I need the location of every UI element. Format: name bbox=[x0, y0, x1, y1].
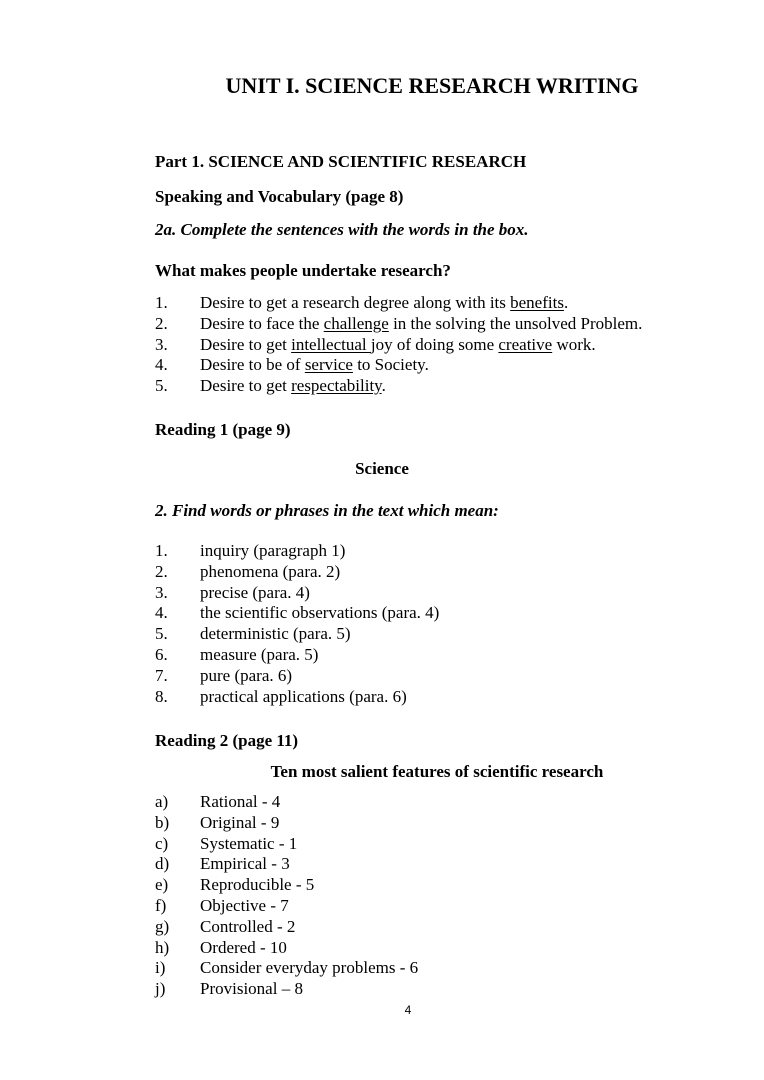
unit-title: UNIT I. SCIENCE RESEARCH WRITING bbox=[225, 73, 639, 98]
item-number: 3. bbox=[155, 334, 168, 354]
item-text: Empirical - 3 bbox=[200, 854, 290, 874]
list-item bbox=[155, 314, 642, 335]
list-item bbox=[155, 792, 418, 813]
item-number: i) bbox=[155, 958, 166, 978]
list-item bbox=[155, 687, 439, 708]
item-number: 3. bbox=[155, 582, 168, 602]
item-text: Rational - 4 bbox=[200, 792, 281, 811]
item-text: deterministic (para. 5) bbox=[200, 624, 351, 644]
item-text: Provisional – 8 bbox=[200, 979, 303, 999]
item-text: Desire to get bbox=[200, 376, 292, 396]
item-number: 1. bbox=[155, 293, 168, 312]
page-number: 4 bbox=[404, 1003, 412, 1017]
item-number: 7. bbox=[155, 665, 168, 685]
item-number: f) bbox=[155, 895, 167, 915]
item-number: 4. bbox=[155, 603, 168, 623]
item-number: 2. bbox=[155, 313, 168, 333]
item-number: j) bbox=[155, 979, 166, 999]
item-number: c) bbox=[155, 833, 169, 853]
item-text: practical applications (para. 6) bbox=[200, 686, 407, 706]
item-text: Controlled - 2 bbox=[200, 916, 296, 936]
item-number: 8. bbox=[155, 686, 168, 706]
part-heading: Part 1. SCIENCE AND SCIENTIFIC RESEARCH bbox=[155, 152, 527, 171]
item-number: g) bbox=[155, 916, 170, 936]
list-item bbox=[155, 813, 418, 834]
list-item bbox=[155, 293, 642, 314]
item-number: e) bbox=[155, 875, 169, 895]
list-item bbox=[155, 896, 418, 917]
item-number: 1. bbox=[155, 541, 168, 560]
list-item bbox=[155, 854, 418, 875]
item-text: Reproducible - 5 bbox=[200, 875, 315, 895]
list-item bbox=[155, 875, 418, 896]
item-text: precise (para. 4) bbox=[200, 582, 310, 602]
list-item bbox=[155, 645, 439, 666]
item-text: in the solving the unsolved Problem. bbox=[388, 313, 643, 333]
item-number: 4. bbox=[155, 355, 168, 375]
item-number: b) bbox=[155, 812, 170, 832]
item-text: Systematic - 1 bbox=[200, 833, 298, 853]
list-item bbox=[155, 603, 439, 624]
item-number: h) bbox=[155, 937, 170, 957]
underlined-answer: service bbox=[304, 355, 353, 375]
section-heading-reading1: Reading 1 (page 9) bbox=[155, 420, 291, 439]
list-item bbox=[155, 958, 418, 979]
list-item bbox=[155, 355, 642, 376]
underlined-answer: challenge bbox=[323, 313, 389, 333]
item-number: 5. bbox=[155, 376, 168, 396]
list-item bbox=[155, 583, 439, 604]
item-number: 6. bbox=[155, 644, 168, 664]
underlined-answer: creative bbox=[498, 334, 553, 354]
list-item bbox=[155, 562, 439, 583]
item-text: joy of doing some bbox=[370, 334, 499, 354]
item-text: Consider everyday problems - 6 bbox=[200, 958, 419, 978]
item-text: Desire to get bbox=[200, 334, 292, 354]
item-number: 5. bbox=[155, 624, 168, 644]
item-text: phenomena (para. 2) bbox=[200, 561, 341, 581]
item-text: . bbox=[563, 293, 569, 312]
item-text: measure (para. 5) bbox=[200, 644, 319, 664]
underlined-answer: respectability bbox=[291, 376, 382, 396]
item-text: the scientific observations (para. 4) bbox=[200, 603, 440, 623]
list-item bbox=[155, 834, 418, 855]
task-2-instruction: 2. Find words or phrases in the text which mean: bbox=[155, 501, 499, 520]
item-text: Objective - 7 bbox=[200, 895, 289, 915]
research-motivation-list bbox=[155, 293, 642, 397]
item-text: Original - 9 bbox=[200, 812, 280, 832]
list-item bbox=[155, 624, 439, 645]
question-heading: What makes people undertake research? bbox=[155, 261, 451, 280]
item-text: Desire to face the bbox=[200, 313, 324, 333]
list-item bbox=[155, 979, 418, 1000]
item-text: pure (para. 6) bbox=[200, 665, 293, 685]
item-text: Ordered - 10 bbox=[200, 937, 287, 957]
item-number: d) bbox=[155, 854, 170, 874]
underlined-answer: benefits bbox=[510, 293, 564, 312]
list-item bbox=[155, 376, 642, 397]
list-item bbox=[155, 938, 418, 959]
item-number: 2. bbox=[155, 561, 168, 581]
list-item bbox=[155, 917, 418, 938]
item-text: inquiry (paragraph 1) bbox=[200, 541, 346, 560]
list-item bbox=[155, 335, 642, 356]
features-list bbox=[155, 792, 418, 1000]
item-text: . bbox=[381, 376, 386, 396]
list-item bbox=[155, 541, 439, 562]
vocabulary-list bbox=[155, 541, 439, 707]
section-heading-speaking: Speaking and Vocabulary (page 8) bbox=[155, 187, 404, 206]
item-number: a) bbox=[155, 792, 169, 811]
reading2-title: Ten most salient features of scientific research bbox=[270, 762, 604, 781]
section-heading-reading2: Reading 2 (page 11) bbox=[155, 731, 299, 750]
reading1-title: Science bbox=[355, 459, 409, 478]
item-text: work. bbox=[552, 334, 596, 354]
item-text: to Society. bbox=[352, 355, 429, 375]
task-2a-instruction: 2a. Complete the sentences with the words in the box. bbox=[155, 220, 529, 239]
item-text: Desire to get a research degree along with its bbox=[200, 293, 511, 312]
item-text: Desire to be of bbox=[200, 355, 305, 375]
underlined-answer: intellectual bbox=[291, 334, 371, 354]
list-item bbox=[155, 666, 439, 687]
